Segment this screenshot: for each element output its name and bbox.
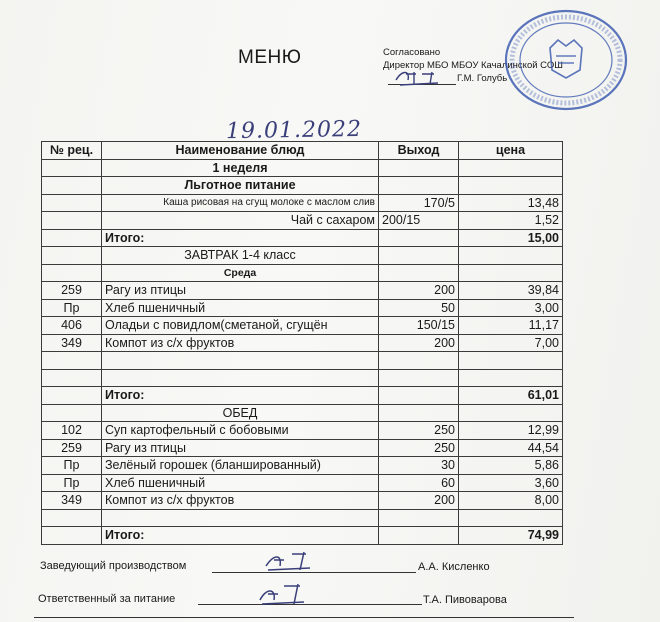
table-row [42,247,563,265]
table-row [42,474,563,492]
recipe-number: 349 [42,492,102,510]
dish-price: 13,48 [459,194,563,212]
recipe-number: 259 [42,282,102,300]
recipe-number: Пр [42,457,102,475]
header-num: № рец. [42,142,102,160]
table-row [42,212,563,230]
responsible-signature-line [198,604,422,605]
approval-label: Согласовано [383,47,441,58]
total-row [42,387,563,405]
dish-output: 250 [379,439,459,457]
dish-output: 200/15 [379,212,459,230]
table-row-empty [42,509,563,527]
bottom-table-edge [34,617,574,618]
handwritten-date: 19.01.2022 [225,116,363,145]
manager-name: А.А. Кисленко [418,561,490,573]
recipe-number: 259 [42,439,102,457]
header-output: Выход [379,142,459,160]
table-row-empty [42,369,563,387]
total-value: 15,00 [459,229,563,247]
menu-table [41,141,563,545]
dish-price: 1,52 [459,212,563,230]
table-row [42,282,563,300]
dish-name: Компот из с/х фруктов [102,334,379,352]
table-row-empty [42,352,563,370]
dish-price: 3,60 [459,474,563,492]
dish-output: 200 [379,282,459,300]
recipe-number: Пр [42,474,102,492]
lunch-title: ОБЕД [102,404,379,422]
table-row [42,194,563,212]
table-row [42,264,563,282]
dish-price: 44,54 [459,439,563,457]
table-row [42,492,563,510]
table-row [42,404,563,422]
dish-name: Хлеб пшеничный [102,299,379,317]
table-row [42,317,563,335]
approval-director-name: Г.М. Голубь [457,73,508,84]
dish-name: Компот из с/х фруктов [102,492,379,510]
table-row [42,177,563,195]
dish-output: 200 [379,492,459,510]
responsible-label: Ответственный за питание [38,593,176,605]
dish-name: Зелёный горошек (бланшированный) [102,457,379,475]
recipe-number: 406 [42,317,102,335]
manager-label: Заведующий производством [40,560,187,572]
total-value: 74,99 [459,527,563,545]
page-title: МЕНЮ [238,47,302,68]
manager-signature [262,548,318,574]
dish-output: 30 [379,457,459,475]
dish-price: 11,17 [459,317,563,335]
official-stamp-seal [500,8,628,112]
dish-name: Рагу из птицы [102,439,379,457]
breakfast-title: ЗАВТРАК 1-4 класс [102,247,379,265]
dish-name: Оладьи с повидлом(сметаной, сгущён [102,317,379,335]
dish-price: 5,86 [459,457,563,475]
dish-output: 200 [379,334,459,352]
table-row [42,422,563,440]
responsible-signature [254,580,310,608]
day-label: Среда [102,264,379,282]
table-row [42,439,563,457]
total-label: Итого: [102,387,379,405]
dish-output: 150/15 [379,317,459,335]
recipe-number: 349 [42,334,102,352]
table-row [42,159,563,177]
week-label: 1 неделя [102,159,379,177]
dish-output: 50 [379,299,459,317]
total-row [42,229,563,247]
total-row [42,527,563,545]
header-name: Наименование блюд [102,142,379,160]
recipe-number: Пр [42,299,102,317]
director-signature [392,66,454,88]
dish-name: Рагу из птицы [102,282,379,300]
total-label: Итого: [102,229,379,247]
dish-output: 60 [379,474,459,492]
responsible-name: Т.А. Пивоварова [423,594,507,606]
header-price: цена [459,142,563,160]
category-label: Льготное питание [102,177,379,195]
table-row [42,334,563,352]
dish-name: Каша рисовая на сгущ молоке с маслом слив [102,194,379,212]
dish-price: 3,00 [459,299,563,317]
total-label: Итого: [102,527,379,545]
table-header-row [42,142,563,160]
dish-output: 250 [379,422,459,440]
approval-director: Директор МБО МБОУ Качалинской СОШ [383,60,563,71]
dish-name: Чай с сахаром [102,212,379,230]
table-row [42,299,563,317]
total-value: 61,01 [459,387,563,405]
dish-price: 39,84 [459,282,563,300]
dish-price: 12,99 [459,422,563,440]
dish-price: 8,00 [459,492,563,510]
dish-name: Суп картофельный с бобовыми [102,422,379,440]
dish-price: 7,00 [459,334,563,352]
recipe-number: 102 [42,422,102,440]
table-row [42,457,563,475]
dish-name: Хлеб пшеничный [102,474,379,492]
dish-output: 170/5 [379,194,459,212]
